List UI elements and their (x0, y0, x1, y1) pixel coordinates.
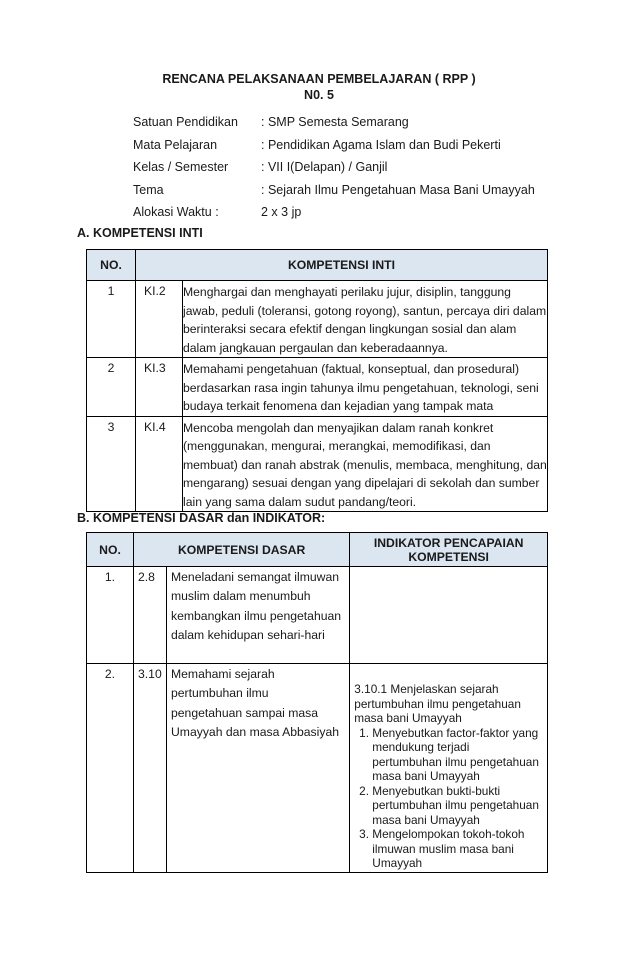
list-item: 2. Menyebutkan bukti-bukti pertumbuhan ilmu pengetahuan masa bani Umayyah (372, 784, 539, 828)
table-row (87, 416, 548, 512)
identity-label: Alokasi Waktu : (133, 205, 219, 219)
section-b-heading: B. KOMPETENSI DASAR dan INDIKATOR: (77, 511, 326, 525)
identity-label: Kelas / Semester (133, 160, 229, 174)
col-indicator-header: INDIKATOR PENCAPAIAN KOMPETENSI (350, 533, 548, 567)
identity-value: 2 x 3 jp (261, 205, 302, 219)
indicator-cell (350, 567, 548, 664)
ki-text: Menghargai dan menghayati perilaku jujur, disiplin, tanggung jawab, peduli (toleransi, gotong royong), santun, percaya diri dalam berinteraksi secara efektif dengan lingkungan sosial dan alam dalam jangkauan pergaulan dan keberadaannya. (183, 281, 548, 358)
document-title: RENCANA PELAKSANAAN PEMBELAJARAN ( RPP ) (162, 72, 476, 86)
ki-code: KI.4 (136, 416, 183, 512)
identity-row (133, 138, 535, 161)
row-number: 2 (87, 358, 136, 417)
identity-label: Mata Pelajaran (133, 137, 218, 152)
identity-value: : VII I(Delapan) / Ganjil (261, 160, 388, 174)
col-no-header: NO. (87, 250, 136, 281)
table-row (87, 358, 548, 417)
kd-code: 2.8 (134, 567, 167, 664)
kompetensi-inti-table (86, 249, 548, 512)
table-row (87, 567, 548, 664)
kompetensi-dasar-table (86, 532, 548, 873)
col-ki-header: KOMPETENSI INTI (136, 250, 548, 281)
indicator-cell (350, 664, 548, 873)
row-number: 3 (87, 416, 136, 512)
identity-row (133, 183, 535, 206)
identity-label: Satuan Pendidikan (133, 115, 238, 129)
table-row (87, 281, 548, 358)
col-no-header: NO. (87, 533, 134, 567)
row-number: 1. (87, 567, 134, 664)
table-row (87, 664, 548, 873)
kd-code: 3.10 (134, 664, 167, 873)
identity-row (133, 205, 535, 228)
identity-label: Tema (133, 182, 164, 197)
section-a-heading: A. KOMPETENSI INTI (77, 226, 203, 240)
document-number: N0. 5 (304, 88, 334, 102)
row-number: 1 (87, 281, 136, 358)
list-item: 3. Mengelompokan tokoh-tokoh ilmuwan muslim masa bani Umayyah (372, 827, 539, 871)
ki-text: Memahami pengetahuan (faktual, konseptual, dan prosedural) berdasarkan rasa ingin tahunya ilmu pengetahuan, teknologi, seni budaya terkait fenomena dan kejadian yang tampak mata (183, 358, 548, 417)
identity-value: : Pendidikan Agama Islam dan Budi Pekerti (261, 137, 501, 152)
row-number: 2. (87, 664, 134, 873)
indicator-list (354, 726, 539, 871)
list-item: 1. Menyebutkan factor-faktor yang mendukung terjadi pertumbuhan ilmu pengetahuan masa bani Umayyah (372, 726, 539, 784)
kd-text: Memahami sejarah pertumbuhan ilmu pengetahuan sampai masa Umayyah dan masa Abbasiyah (167, 664, 350, 873)
identity-row (133, 115, 535, 138)
ki-code: KI.2 (136, 281, 183, 358)
ki-code: KI.3 (136, 358, 183, 417)
identity-block (133, 115, 535, 228)
identity-value: : Sejarah Ilmu Pengetahuan Masa Bani Umayyah (261, 182, 535, 197)
ki-text: Mencoba mengolah dan menyajikan dalam ranah konkret (menggunakan, mengurai, merangkai, memodifikasi, dan membuat) dan ranah abstrak (menulis, membaca, menghitung, dan mengarang) sesuai dengan yang dipelajari di sekolah dan sumber lain yang sama dalam sudut pandang/teori. (183, 416, 548, 512)
kd-text: Meneladani semangat ilmuwan muslim dalam menumbuh kembangkan ilmu pengetahuan dalam kehidupan sehari-hari (167, 567, 350, 664)
identity-value: : SMP Semesta Semarang (261, 115, 409, 129)
identity-row (133, 160, 535, 183)
col-kd-header: KOMPETENSI DASAR (134, 533, 350, 567)
indicator-heading: 3.10.1 Menjelaskan sejarah pertumbuhan ilmu pengetahuan masa bani Umayyah (354, 682, 521, 725)
